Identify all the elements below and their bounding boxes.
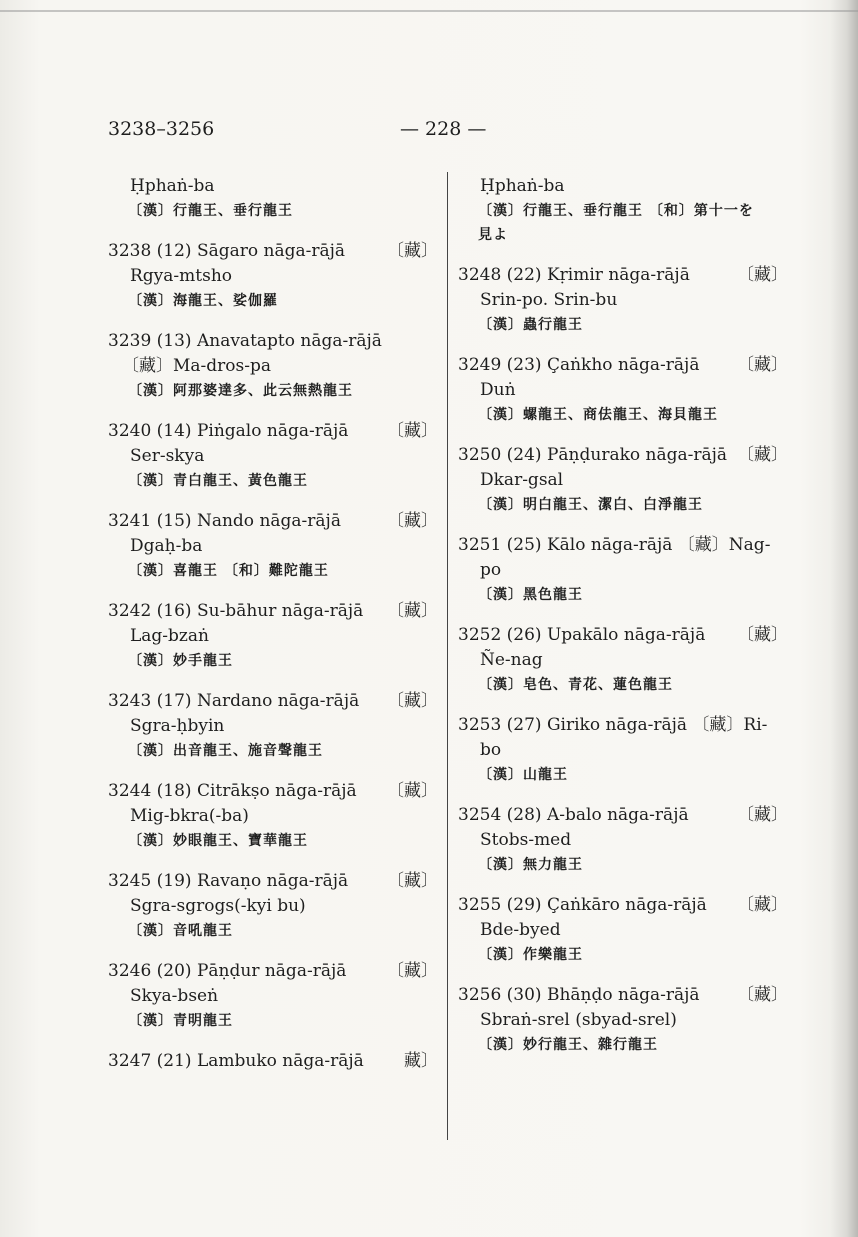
entry-head: 3247 (21) Lambuko nāga-rājā bbox=[108, 1051, 364, 1071]
running-head-range: 3238–3256 bbox=[108, 118, 215, 140]
top-scan-line bbox=[0, 10, 858, 12]
entry-tibetan: Sgra-ḥbyin bbox=[130, 716, 225, 736]
lang-tag: 〔藏〕 bbox=[737, 355, 788, 375]
entry-tibetan: Dkar-gsal bbox=[480, 470, 564, 490]
entry-head: 3253 (27) Giriko nāga-rājā 〔藏〕Ri- bbox=[458, 715, 768, 735]
entry-chinese: 〔漢〕妙行龍王、雜行龍王 bbox=[478, 1037, 658, 1053]
entry-head: 3249 (23) Çaṅkho nāga-rājā bbox=[458, 355, 700, 375]
entry-3256 bbox=[458, 983, 788, 1057]
entry-head: 3254 (28) A-balo nāga-rājā bbox=[458, 805, 689, 825]
entry-3248 bbox=[458, 263, 788, 337]
entry-tibetan: po bbox=[480, 560, 502, 580]
entry-head: 3250 (24) Pāṇḍurako nāga-rājā bbox=[458, 445, 728, 465]
entry-tibetan: Ñe-nag bbox=[480, 650, 543, 670]
entry-chinese: 〔漢〕妙手龍王 bbox=[128, 653, 233, 669]
entry-tibetan: Ser-skya bbox=[130, 446, 205, 466]
entry-chinese: 〔漢〕出音龍王、施音聲龍王 bbox=[128, 743, 323, 759]
entry-3239 bbox=[108, 329, 438, 403]
entry-tibetan: Skya-bseṅ bbox=[130, 986, 219, 1006]
entry-chinese: 〔漢〕海龍王、娑伽羅 bbox=[128, 293, 278, 309]
lang-tag: 〔藏〕 bbox=[737, 265, 788, 285]
lang-tag: 〔藏〕 bbox=[737, 805, 788, 825]
left-column bbox=[108, 174, 438, 1090]
entry-tibetan: Sgra-sgrogs(-kyi bu) bbox=[130, 896, 306, 916]
entry-3238 bbox=[108, 239, 438, 313]
entry-3247 bbox=[108, 1049, 438, 1074]
lang-tag: 〔藏〕 bbox=[387, 871, 438, 891]
entry-chinese: 〔漢〕音吼龍王 bbox=[128, 923, 233, 939]
lang-tag: 〔藏〕 bbox=[387, 781, 438, 801]
entry-chinese: 〔漢〕螺龍王、商佉龍王、海貝龍王 bbox=[478, 407, 718, 423]
entry-chinese: 〔漢〕青白龍王、黃色龍王 bbox=[128, 473, 308, 489]
entry-chinese: 〔漢〕行龍王、垂行龍王 〔和〕第十一を bbox=[478, 203, 754, 219]
entry-head: 3252 (26) Upakālo nāga-rājā bbox=[458, 625, 706, 645]
entry-3242 bbox=[108, 599, 438, 673]
entry-3255 bbox=[458, 893, 788, 967]
entry-tibetan: bo bbox=[480, 740, 502, 760]
entry-continuation-left bbox=[108, 174, 438, 223]
lang-tag: 〔藏〕 bbox=[387, 241, 438, 261]
entry-tibetan: Lag-bzaṅ bbox=[130, 626, 209, 646]
right-column bbox=[458, 174, 788, 1073]
entry-head: 3243 (17) Nardano nāga-rājā bbox=[108, 691, 360, 711]
entry-tibetan: Bde-byed bbox=[480, 920, 561, 940]
entry-3251 bbox=[458, 533, 788, 607]
entry-head: 3241 (15) Nando nāga-rājā bbox=[108, 511, 341, 531]
entry-tibetan: Stobs-med bbox=[480, 830, 572, 850]
entry-3250 bbox=[458, 443, 788, 517]
entry-head: 3239 (13) Anavatapto nāga-rājā bbox=[108, 331, 382, 351]
entry-3243 bbox=[108, 689, 438, 763]
entry-chinese: 〔漢〕明白龍王、潔白、白淨龍王 bbox=[478, 497, 703, 513]
entry-tibetan: Ḥphaṅ-ba bbox=[130, 176, 215, 196]
lang-tag: 〔藏〕 bbox=[737, 895, 788, 915]
entry-tibetan: 〔藏〕Ma-dros-pa bbox=[122, 356, 272, 376]
entry-chinese: 〔漢〕無力龍王 bbox=[478, 857, 583, 873]
entry-3246 bbox=[108, 959, 438, 1033]
entry-3254 bbox=[458, 803, 788, 877]
entry-3253 bbox=[458, 713, 788, 787]
lang-tag: 〔藏〕 bbox=[387, 421, 438, 441]
entry-head: 3255 (29) Çaṅkāro nāga-rājā bbox=[458, 895, 707, 915]
page-number: — 228 — bbox=[400, 118, 487, 140]
entry-3240 bbox=[108, 419, 438, 493]
entry-3249 bbox=[458, 353, 788, 427]
entry-tibetan: Ḥphaṅ-ba bbox=[480, 176, 565, 196]
entry-3252 bbox=[458, 623, 788, 697]
entry-chinese: 〔漢〕蟲行龍王 bbox=[478, 317, 583, 333]
column-divider bbox=[447, 172, 448, 1140]
entry-chinese: 〔漢〕黑色龍王 bbox=[478, 587, 583, 603]
entry-3245 bbox=[108, 869, 438, 943]
lang-tag: 藏〕 bbox=[404, 1051, 438, 1071]
entry-tibetan: Sbraṅ-srel (sbyad-srel) bbox=[480, 1010, 677, 1030]
entry-chinese: 〔漢〕青明龍王 bbox=[128, 1013, 233, 1029]
entry-3244 bbox=[108, 779, 438, 853]
entry-chinese-continued: 見よ bbox=[478, 227, 508, 243]
lang-tag: 〔藏〕 bbox=[387, 601, 438, 621]
entry-head: 3242 (16) Su-bāhur nāga-rājā bbox=[108, 601, 364, 621]
entry-head: 3256 (30) Bhāṇḍo nāga-rājā bbox=[458, 985, 700, 1005]
entry-head: 3248 (22) Kṛimir nāga-rājā bbox=[458, 265, 690, 285]
entry-chinese: 〔漢〕作樂龍王 bbox=[478, 947, 583, 963]
entry-head: 3246 (20) Pāṇḍur nāga-rājā bbox=[108, 961, 347, 981]
entry-chinese: 〔漢〕妙眼龍王、寶華龍王 bbox=[128, 833, 308, 849]
entry-tibetan: Rgya-mtsho bbox=[130, 266, 233, 286]
page-edge-shadow bbox=[830, 0, 858, 1237]
entry-chinese: 〔漢〕喜龍王 〔和〕難陀龍王 bbox=[128, 563, 329, 579]
entry-head: 3245 (19) Ravaṇo nāga-rājā bbox=[108, 871, 349, 891]
lang-tag: 〔藏〕 bbox=[387, 691, 438, 711]
entry-chinese: 〔漢〕行龍王、垂行龍王 bbox=[128, 203, 293, 219]
entry-head: 3244 (18) Citrākṣo nāga-rājā bbox=[108, 781, 357, 801]
lang-tag: 〔藏〕 bbox=[387, 961, 438, 981]
lang-tag: 〔藏〕 bbox=[387, 511, 438, 531]
entry-tibetan: Srin-po. Srin-bu bbox=[480, 290, 618, 310]
entry-chinese: 〔漢〕阿那婆達多、此云無熱龍王 bbox=[128, 383, 353, 399]
lang-tag: 〔藏〕 bbox=[737, 445, 788, 465]
entry-head: 3238 (12) Sāgaro nāga-rājā bbox=[108, 241, 346, 261]
entry-3241 bbox=[108, 509, 438, 583]
entry-continuation-right bbox=[458, 174, 788, 247]
entry-chinese: 〔漢〕皂色、青花、蓮色龍王 bbox=[478, 677, 673, 693]
entry-tibetan: Mig-bkra(-ba) bbox=[130, 806, 249, 826]
entry-head: 3240 (14) Piṅgalo nāga-rājā bbox=[108, 421, 349, 441]
entry-tibetan: Dgaḥ-ba bbox=[130, 536, 203, 556]
lang-tag: 〔藏〕 bbox=[737, 985, 788, 1005]
lang-tag: 〔藏〕 bbox=[737, 625, 788, 645]
entry-tibetan: Duṅ bbox=[480, 380, 516, 400]
entry-head: 3251 (25) Kālo nāga-rājā 〔藏〕Nag- bbox=[458, 535, 771, 555]
entry-chinese: 〔漢〕山龍王 bbox=[478, 767, 568, 783]
